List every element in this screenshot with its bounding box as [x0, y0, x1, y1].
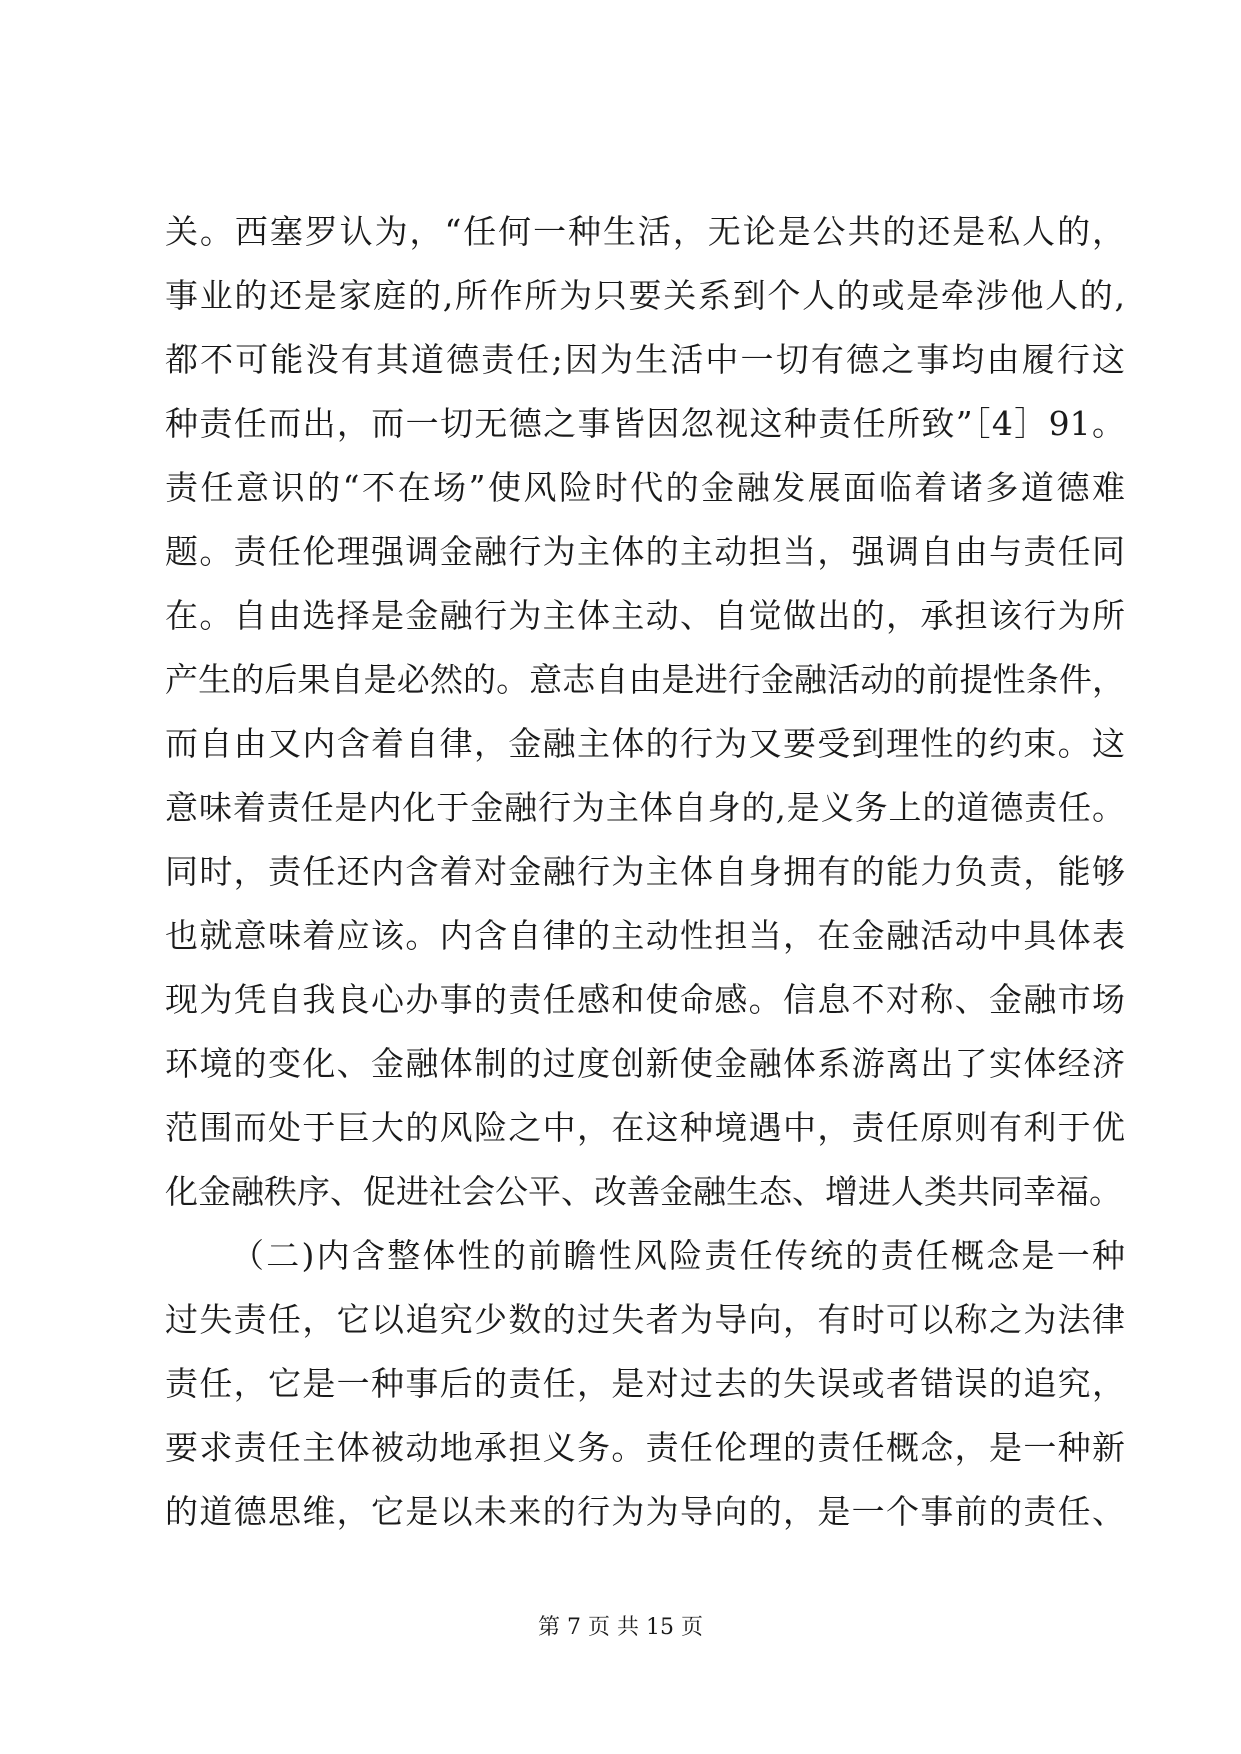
text-line: 责任，它是一种事后的责任，是对过去的失误或者错误的追究，: [165, 1364, 1125, 1403]
text-line: 关。西塞罗认为，“任何一种生活，无论是公共的还是私人的，: [165, 212, 1125, 251]
text-line: 现为凭自我良心办事的责任感和使命感。信息不对称、金融市场: [165, 980, 1125, 1019]
text-line: 而自由又内含着自律，金融主体的行为又要受到理性的约束。这: [165, 724, 1125, 763]
body-text: [165, 200, 1125, 1544]
text-line: 产生的后果自是必然的。意志自由是进行金融活动的前提性条件，: [165, 660, 1125, 699]
text-line: 过失责任，它以追究少数的过失者为导向，有时可以称之为法律: [165, 1300, 1125, 1339]
section-heading-line: （二)内含整体性的前瞻性风险责任传统的责任概念是一种: [231, 1236, 1125, 1275]
text-line: 同时，责任还内含着对金融行为主体自身拥有的能力负责，能够: [165, 852, 1125, 891]
text-line: 题。责任伦理强调金融行为主体的主动担当，强调自由与责任同: [165, 532, 1125, 571]
text-line: 要求责任主体被动地承担义务。责任伦理的责任概念，是一种新: [165, 1428, 1125, 1467]
text-line: 种责任而出，而一切无德之事皆因忽视这种责任所致”［4］91。: [165, 404, 1125, 443]
text-line: 意味着责任是内化于金融行为主体自身的,是义务上的道德责任。: [165, 788, 1125, 827]
text-line: 化金融秩序、促进社会公平、改善金融生态、增进人类共同幸福。: [165, 1172, 1122, 1211]
text-line: 也就意味着应该。内含自律的主动性担当，在金融活动中具体表: [165, 916, 1125, 955]
text-line: 都不可能没有其道德责任;因为生活中一切有德之事均由履行这: [165, 340, 1125, 379]
text-line: 责任意识的“不在场”使风险时代的金融发展面临着诸多道德难: [165, 468, 1125, 507]
text-line: 环境的变化、金融体制的过度创新使金融体系游离出了实体经济: [165, 1044, 1125, 1083]
page-footer: 第 7 页 共 15 页: [538, 1615, 703, 1640]
text-line: 范围而处于巨大的风险之中，在这种境遇中，责任原则有利于优: [165, 1108, 1125, 1147]
text-line: 的道德思维，它是以未来的行为为导向的，是一个事前的责任、: [165, 1492, 1125, 1531]
text-line: 在。自由选择是金融行为主体主动、自觉做出的，承担该行为所: [165, 596, 1125, 635]
text-line: 事业的还是家庭的,所作所为只要关系到个人的或是牵涉他人的,: [165, 276, 1125, 315]
